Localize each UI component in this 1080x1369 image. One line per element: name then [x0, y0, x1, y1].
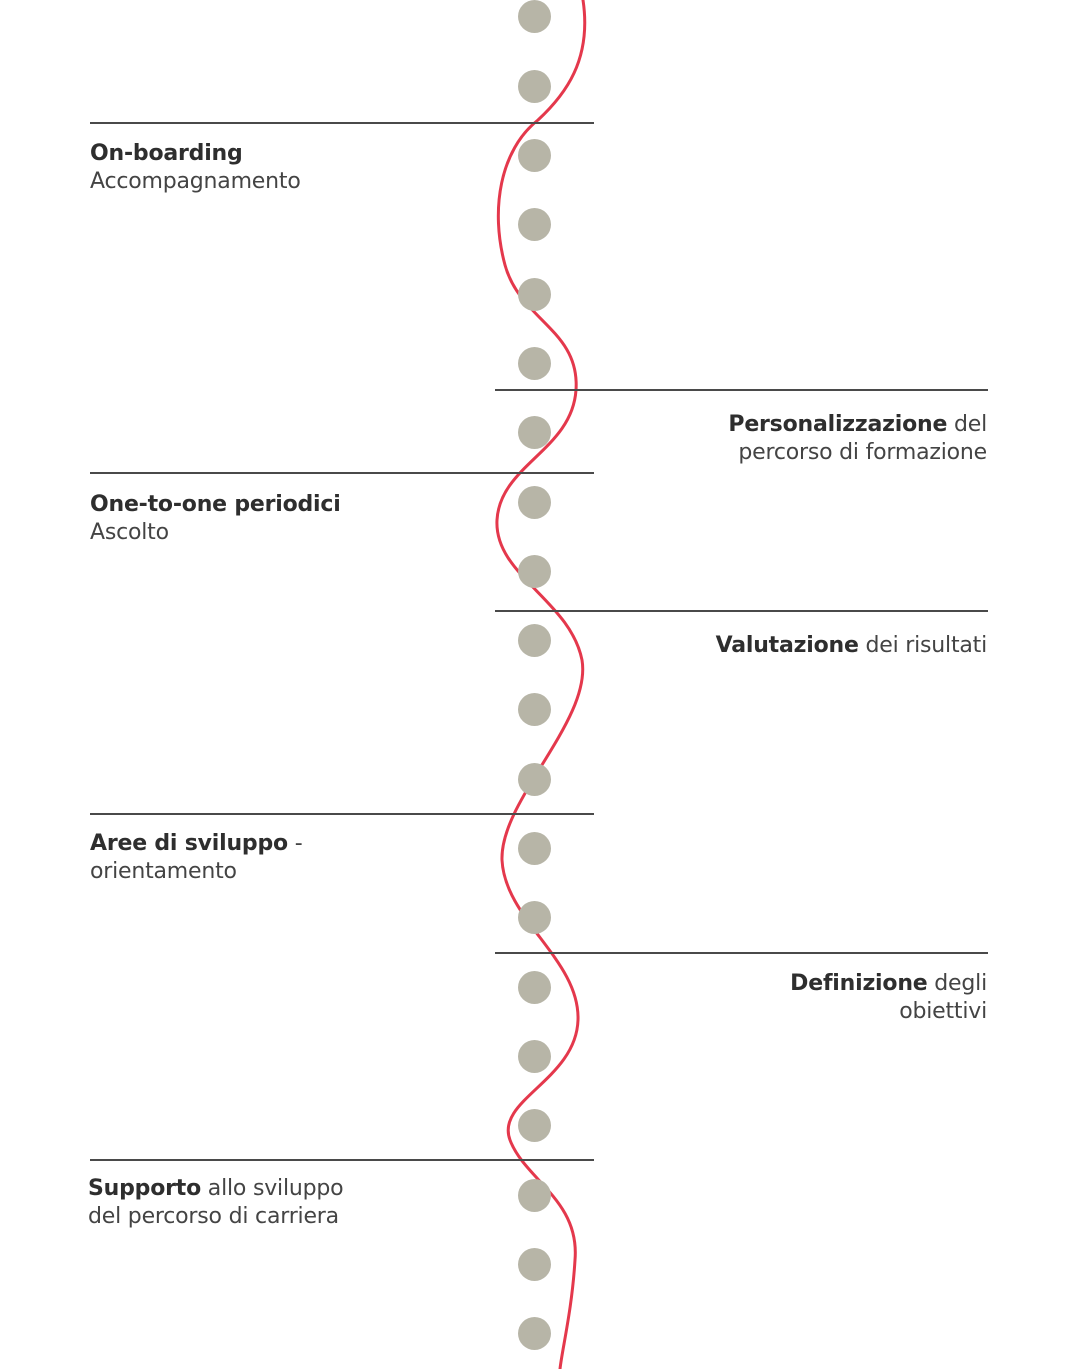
step-aree-subtitle: orientamento [90, 859, 237, 884]
divider-one-to-one [90, 472, 594, 474]
step-one-to-one [90, 491, 450, 547]
timeline-dot [518, 693, 551, 726]
step-supporto-text-2: del percorso di carriera [88, 1204, 339, 1229]
timeline-dot [518, 347, 551, 380]
step-definizione [627, 970, 987, 1026]
step-definizione-text-2: obiettivi [899, 999, 987, 1024]
step-personalizzazione-title: Personalizzazione [728, 412, 948, 437]
step-one-to-one-subtitle: Ascolto [90, 520, 169, 545]
step-supporto-text-1: allo sviluppo [207, 1176, 344, 1201]
step-onboarding [90, 140, 450, 196]
timeline-dot [518, 832, 551, 865]
step-onboarding-title: On-boarding [90, 141, 243, 166]
step-aree-dash: - [294, 831, 303, 856]
step-supporto [88, 1175, 448, 1231]
divider-personalizzazione [495, 389, 988, 391]
timeline-dot [518, 278, 551, 311]
step-onboarding-subtitle: Accompagnamento [90, 169, 301, 194]
step-personalizzazione-text-2: percorso di formazione [738, 440, 987, 465]
step-definizione-title: Definizione [790, 971, 928, 996]
step-definizione-text-1: degli [934, 971, 987, 996]
timeline-dot [518, 555, 551, 588]
timeline-dot [518, 0, 551, 33]
step-valutazione-text: dei risultati [865, 633, 987, 658]
step-aree-title: Aree di sviluppo [90, 831, 288, 856]
timeline-dot [518, 624, 551, 657]
divider-supporto [90, 1159, 594, 1161]
divider-definizione [495, 952, 988, 954]
divider-valutazione [495, 610, 988, 612]
timeline-dot [518, 901, 551, 934]
timeline-dot [518, 486, 551, 519]
timeline-dot [518, 139, 551, 172]
step-personalizzazione [627, 411, 987, 467]
divider-aree [90, 813, 594, 815]
step-supporto-title: Supporto [88, 1176, 201, 1201]
step-valutazione-title: Valutazione [715, 633, 859, 658]
timeline-dot [518, 1248, 551, 1281]
timeline-dot [518, 1040, 551, 1073]
timeline-dot [518, 1317, 551, 1350]
timeline-dot [518, 70, 551, 103]
timeline-dot [518, 763, 551, 796]
timeline-dot [518, 971, 551, 1004]
timeline-dot [518, 208, 551, 241]
timeline-dot [518, 1179, 551, 1212]
step-personalizzazione-text-1: del [953, 412, 987, 437]
timeline-dot [518, 416, 551, 449]
timeline-dot [518, 1109, 551, 1142]
divider-onboarding [90, 122, 594, 124]
step-one-to-one-title: One-to-one periodici [90, 492, 341, 517]
step-valutazione [627, 632, 987, 660]
step-aree [90, 830, 450, 886]
